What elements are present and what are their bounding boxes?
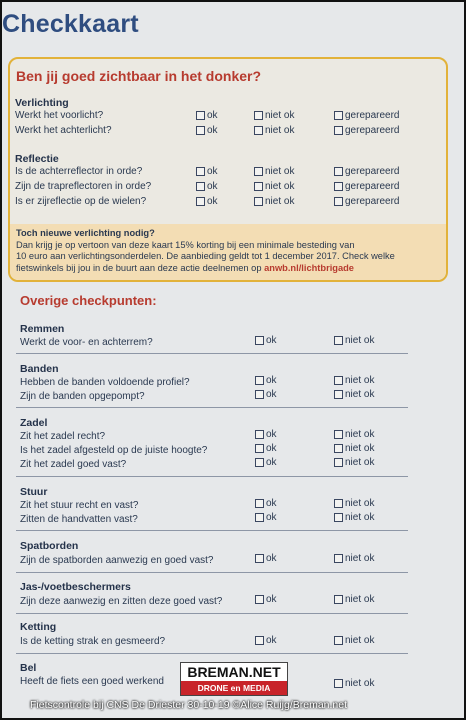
- checkbox-box[interactable]: [255, 458, 264, 467]
- question-voorlicht: Werkt het voorlicht?: [15, 110, 104, 121]
- checkbox-box[interactable]: [334, 126, 343, 135]
- logo-tagline: DRONE en MEDIA: [181, 681, 287, 695]
- checkbox-profiel-ok[interactable]: ok: [255, 375, 277, 386]
- checkbox-box[interactable]: [196, 111, 205, 120]
- card-title: Checkkaart: [2, 10, 139, 38]
- section-spatborden: Spatborden: [20, 540, 79, 552]
- checkbox-voorlicht-ok[interactable]: ok: [196, 110, 218, 121]
- section-ketting: Ketting: [20, 621, 57, 633]
- checkbox-zadel-vast-ok[interactable]: ok: [255, 457, 277, 468]
- checkbox-box[interactable]: [334, 554, 343, 563]
- checkbox-zadel-vast-niet-ok[interactable]: niet ok: [334, 457, 374, 468]
- question-achterlicht: Werkt het achterlicht?: [15, 125, 112, 136]
- promo-line-2: 10 euro aan verlichtingsonderdelen. De aanbieding geldt tot 1 december 2017. Check welke: [16, 251, 395, 262]
- section-bel: Bel: [20, 662, 37, 674]
- checkbox-trapreflectoren-niet-ok[interactable]: niet ok: [254, 181, 294, 192]
- checkbox-box[interactable]: [196, 182, 205, 191]
- watermark-logo: [180, 662, 288, 696]
- checkbox-box[interactable]: [334, 499, 343, 508]
- checkbox-ketting-niet-ok[interactable]: niet ok: [334, 635, 374, 646]
- checkbox-zijreflectie-niet-ok[interactable]: niet ok: [254, 196, 294, 207]
- checkbox-stuur-niet-ok[interactable]: niet ok: [334, 498, 374, 509]
- checkbox-remmen-niet-ok[interactable]: niet ok: [334, 335, 374, 346]
- question-ketting: Is de ketting strak en gesmeerd?: [20, 636, 166, 647]
- checkbox-box[interactable]: [334, 336, 343, 345]
- checkbox-box[interactable]: [334, 513, 343, 522]
- checkbox-box[interactable]: [255, 430, 264, 439]
- checkbox-zijreflectie-ok[interactable]: ok: [196, 196, 218, 207]
- question-zadel-vast: Zit het zadel goed vast?: [20, 459, 127, 470]
- checkbox-achterreflector-gerepareerd[interactable]: gerepareerd: [334, 166, 399, 177]
- divider: [16, 572, 408, 573]
- checkbox-box[interactable]: [255, 336, 264, 345]
- question-achterreflector: Is de achterreflector in orde?: [15, 166, 143, 177]
- checkbox-box[interactable]: [255, 513, 264, 522]
- checkbox-box[interactable]: [254, 111, 263, 120]
- checkbox-box[interactable]: [334, 444, 343, 453]
- promo-heading: Toch nieuwe verlichting nodig?: [16, 228, 155, 238]
- checkbox-beschermers-ok[interactable]: ok: [255, 594, 277, 605]
- question-bel: Heeft de fiets een goed werkend: [20, 676, 164, 687]
- question-spatborden: Zijn de spatborden aanwezig en goed vast?: [20, 555, 214, 566]
- checkbox-voorlicht-gerepareerd[interactable]: gerepareerd: [334, 110, 399, 121]
- checkbox-spatborden-niet-ok[interactable]: niet ok: [334, 553, 374, 564]
- visibility-heading: Ben jij goed zichtbaar in het donker?: [16, 68, 262, 84]
- checkbox-box[interactable]: [255, 636, 264, 645]
- divider: [16, 653, 408, 654]
- photo-caption: Fietscontrole bij CNS De Driester 30-10-19 ©Alice Ruijg/Breman.net: [30, 699, 348, 711]
- promo-box: [10, 224, 446, 280]
- promo-line-3: fietswinkels bij jou in de buurt aan deze actie deelnemen op: [16, 262, 262, 273]
- checkbox-box[interactable]: [334, 376, 343, 385]
- question-beschermers: Zijn deze aanwezig en zitten deze goed vast?: [20, 596, 223, 607]
- checkbox-beschermers-niet-ok[interactable]: niet ok: [334, 594, 374, 605]
- checkbox-box[interactable]: [334, 390, 343, 399]
- checkbox-box[interactable]: [255, 595, 264, 604]
- divider: [16, 613, 408, 614]
- checkbox-box[interactable]: [334, 595, 343, 604]
- question-handvatten: Zitten de handvatten vast?: [20, 514, 138, 525]
- checkbox-box[interactable]: [254, 182, 263, 191]
- question-remmen: Werkt de voor- en achterrem?: [20, 337, 153, 348]
- checkbox-handvatten-ok[interactable]: ok: [255, 512, 277, 523]
- checkbox-opgepompt-niet-ok[interactable]: niet ok: [334, 389, 374, 400]
- question-zijreflectie: Is er zijreflectie op de wielen?: [15, 196, 147, 207]
- checkbox-achterlicht-ok[interactable]: ok: [196, 125, 218, 136]
- checkbox-voorlicht-niet-ok[interactable]: niet ok: [254, 110, 294, 121]
- checkbox-achterlicht-niet-ok[interactable]: niet ok: [254, 125, 294, 136]
- checkbox-ketting-ok[interactable]: ok: [255, 635, 277, 646]
- checkbox-box[interactable]: [334, 430, 343, 439]
- question-zadel-hoogte: Is het zadel afgesteld op de juiste hoogte?: [20, 445, 208, 456]
- checkbox-spatborden-ok[interactable]: ok: [255, 553, 277, 564]
- checkbox-box[interactable]: [196, 197, 205, 206]
- checkbox-profiel-niet-ok[interactable]: niet ok: [334, 375, 374, 386]
- checkbox-zijreflectie-gerepareerd[interactable]: gerepareerd: [334, 196, 399, 207]
- other-checks-heading: Overige checkpunten:: [20, 293, 157, 308]
- promo-link[interactable]: anwb.nl/lichtbrigade: [264, 262, 354, 273]
- question-stuur: Zit het stuur recht en vast?: [20, 500, 139, 511]
- checkbox-zadel-recht-niet-ok[interactable]: niet ok: [334, 429, 374, 440]
- question-zadel-recht: Zit het zadel recht?: [20, 431, 106, 442]
- checkbox-box[interactable]: [254, 167, 263, 176]
- checkbox-box[interactable]: [255, 390, 264, 399]
- checkbox-box[interactable]: [334, 182, 343, 191]
- checkbox-box[interactable]: [254, 126, 263, 135]
- checkbox-box[interactable]: [255, 554, 264, 563]
- question-opgepompt: Zijn de banden opgepompt?: [20, 391, 145, 402]
- checkbox-box[interactable]: [334, 679, 343, 688]
- checkbox-box[interactable]: [334, 458, 343, 467]
- checkbox-box[interactable]: [334, 636, 343, 645]
- section-remmen: Remmen: [20, 323, 65, 335]
- promo-line-1: Dan krijg je op vertoon van deze kaart 15% korting bij een minimale besteding van: [16, 239, 355, 250]
- checkbox-trapreflectoren-ok[interactable]: ok: [196, 181, 218, 192]
- checkbox-box[interactable]: [334, 167, 343, 176]
- checkbox-trapreflectoren-gerepareerd[interactable]: gerepareerd: [334, 181, 399, 192]
- checkbox-opgepompt-ok[interactable]: ok: [255, 389, 277, 400]
- checkbox-box[interactable]: [254, 197, 263, 206]
- divider: [16, 476, 408, 477]
- checkbox-zadel-hoogte-niet-ok[interactable]: niet ok: [334, 443, 374, 454]
- checkbox-stuur-ok[interactable]: ok: [255, 498, 277, 509]
- divider: [16, 407, 408, 408]
- checkbox-achterlicht-gerepareerd[interactable]: gerepareerd: [334, 125, 399, 136]
- checkbox-achterreflector-niet-ok[interactable]: niet ok: [254, 166, 294, 177]
- checkbox-remmen-ok[interactable]: ok: [255, 335, 277, 346]
- checkbox-box[interactable]: [255, 499, 264, 508]
- checkbox-bel-niet-ok[interactable]: niet ok: [334, 678, 374, 689]
- visibility-panel: [8, 57, 448, 282]
- checkbox-box[interactable]: [255, 376, 264, 385]
- divider: [16, 530, 408, 531]
- section-stuur: Stuur: [20, 486, 48, 498]
- checkbox-zadel-hoogte-ok[interactable]: ok: [255, 443, 277, 454]
- checkbox-box[interactable]: [334, 197, 343, 206]
- section-reflectie: Reflectie: [15, 153, 59, 165]
- checkbox-achterreflector-ok[interactable]: ok: [196, 166, 218, 177]
- section-banden: Banden: [20, 363, 59, 375]
- checkbox-box[interactable]: [255, 444, 264, 453]
- checkbox-zadel-recht-ok[interactable]: ok: [255, 429, 277, 440]
- section-jas-voetbeschermers: Jas-/voetbeschermers: [20, 581, 131, 593]
- checkbox-box[interactable]: [334, 111, 343, 120]
- question-profiel: Hebben de banden voldoende profiel?: [20, 377, 190, 388]
- question-trapreflectoren: Zijn de trapreflectoren in orde?: [15, 181, 152, 192]
- checkbox-box[interactable]: [196, 126, 205, 135]
- logo-brand: BREMAN.NET: [187, 664, 281, 680]
- checkbox-handvatten-niet-ok[interactable]: niet ok: [334, 512, 374, 523]
- section-zadel: Zadel: [20, 417, 48, 429]
- section-verlichting: Verlichting: [15, 97, 69, 109]
- checkbox-box[interactable]: [196, 167, 205, 176]
- divider: [16, 353, 408, 354]
